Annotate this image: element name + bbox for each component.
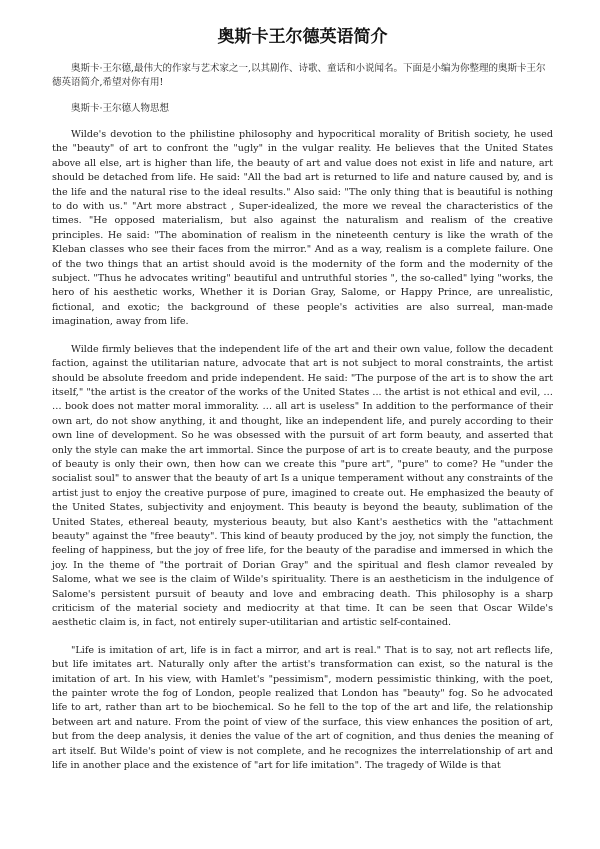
body-paragraph-1: Wilde's devotion to the philistine philosophy and hypocritical morality of British society, he used the "beauty" of art to confront the "ugly" in the vulgar reality. He believes that the United States above all else, art is higher than life, the beauty of art and value does not exist in life and nature, art should be detached from life. He said: "All the bad art is returned to life and nature caused by, and is the life and the natural rise to the ideal results." Also said: "The only thing that is beautiful is nothing to do with us." "Art more abstract , Super-idealized, the more we reveal the characteristics of the times. "He opposed materialism, but also against the naturalism and realism of the creative principles. He said: "The abomination of realism in the nineteenth century is like the wrath of the Kleban classes who see their faces from the mirror." And as a way, realism is a complete failure. One of the two things that an artist should avoid is the modernity of the form and the modernity of the subject. "Thus he advocates writing" beautiful and untruthful stories ", the so-called" lying "works, the hero of his aesthetic works, Whether it is Dorian Gray, Salome, or Happy Prince, are unrealistic, fictional, and exotic; the background of these people's activities are also surreal, man-made imagination, away from life. bbox=[52, 129, 553, 328]
body-paragraph-3: "Life is imitation of art, life is in fact a mirror, and art is real." That is to say, not art reflects life, but life imitates art. Naturally only after the artist's transformation can exist, so the natural is the imitation of art. In his view, with Hamlet's "pessimism", modern pessimistic thinking, with the poet, the painter wrote the fog of London, people realized that London has "beauty" fog. So he advocated life to art, rather than art to be biochemical. So he fell to the top of the art and life, the relationship between art and nature. From the point of view of the surface, this view enhances the position of art, but from the deep analysis, it denies the value of the art of cognition, and thus denies the meaning of art itself. But Wilde's point of view is not complete, and he recognizes the interrelationship of art and life in another place and the existence of "art for life imitation". The tragedy of Wilde is that bbox=[52, 644, 553, 772]
body-paragraph-2: Wilde firmly believes that the independent life of the art and their own value, follow the decadent faction, against the utilitarian nature, advocate that art is not subject to moral constraints, the artist should be absolute freedom and pride independent. He said: "The purpose of the art is to show the art itself," "the artist is the creator of the works of the United States ... the artist is not ethical and evil, … … book does not matter moral immorality. … all art is useless" In addition to the performance of their own art, do not show anything, it and thought, like an independent life, and purely according to their own line of development. So he was obsessed with the pursuit of art form beauty, and asserted that only the style can make the art immortal. Since the purpose of art is to create beauty, and the purpose of beauty is only their own, then how can we create this "pure art", "pure" to come? He "under the socialist soul" to answer that the beauty of art Is a unique temperament without any constraints of the artist just to enjoy the creative purpose of pure, imagined to create out. He emphasized the beauty of the United States, subjectivity and enjoyment. This beauty is beyond the beauty, sublimation of the United States, ethereal beauty, mysterious beauty, but also Kant's aesthetics with the "attachment beauty" against the "free beauty". This kind of beauty produced by the joy, not simply the function, the feeling of happiness, but the joy of free life, for the beauty of the paradise and immersed in which the joy. In the theme of "the portrait of Dorian Gray" and the spiritual and flesh clamor revealed by Salome, what we see is the claim of Wilde's spirituality. There is an aestheticism in the indulgence of Salome's persistent pursuit of beauty and love and embracing death. This philosophy is a sharp criticism of the material society and mediocrity at that time. It can be seen that Oscar Wilde's aesthetic claim is, in fact, not entirely super-utilitarian and artistic self-contained. bbox=[52, 343, 553, 629]
intro-paragraph: 奥斯卡·王尔德,最伟大的作家与艺术家之一,以其剧作、诗歌、童话和小说闻名。下面是小编为你整理的奥斯卡王尔德英语简介,希望对你有用! bbox=[52, 63, 546, 88]
page-title: 奥斯卡王尔德英语简介 bbox=[217, 27, 388, 47]
section-heading: 奥斯卡·王尔德人物思想 bbox=[71, 103, 170, 114]
